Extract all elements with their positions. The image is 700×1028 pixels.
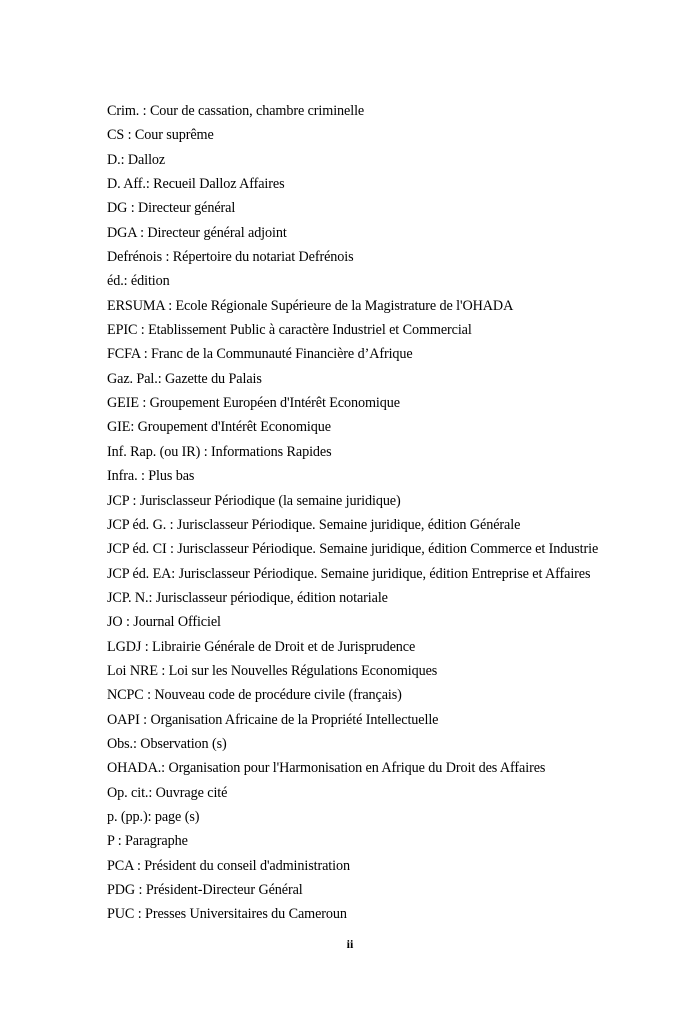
list-item: p. (pp.): page (s)	[107, 808, 200, 825]
list-item: Op. cit.: Ouvrage cité	[107, 784, 228, 801]
list-item: Gaz. Pal.: Gazette du Palais	[107, 370, 262, 387]
list-item: DGA : Directeur général adjoint	[107, 224, 287, 241]
abbreviation-list	[107, 99, 667, 927]
list-item: LGDJ : Librairie Générale de Droit et de Jurisprudence	[107, 638, 416, 655]
list-item: EPIC : Etablissement Public à caractère Industriel et Commercial	[107, 322, 472, 339]
list-item: JO : Journal Officiel	[107, 614, 221, 631]
list-item: PDG : Président-Directeur Général	[107, 882, 303, 898]
list-item: DG : Directeur général	[107, 200, 236, 217]
list-item: FCFA : Franc de la Communauté Financière d’Afrique	[107, 346, 413, 363]
list-item: CS : Cour suprême	[107, 127, 214, 144]
list-item: Crim. : Cour de cassation, chambre criminelle	[107, 103, 365, 119]
list-item: D.: Dalloz	[107, 151, 166, 168]
list-item: GIE: Groupement d'Intérêt Economique	[107, 419, 331, 436]
page-number: ii	[346, 937, 354, 951]
list-item: PCA : Président du conseil d'administration	[107, 857, 350, 874]
list-item: D. Aff.: Recueil Dalloz Affaires	[107, 176, 285, 193]
list-item: éd.: édition	[107, 273, 170, 290]
list-item: GEIE : Groupement Européen d'Intérêt Economique	[107, 395, 400, 412]
list-item: JCP éd. CI : Jurisclasseur Périodique. Semaine juridique, édition Commerce et Industrie	[107, 541, 599, 558]
list-item: JCP : Jurisclasseur Périodique (la semaine juridique)	[107, 492, 401, 509]
list-item: Loi NRE : Loi sur les Nouvelles Régulations Economiques	[107, 662, 438, 679]
list-item: ERSUMA : Ecole Régionale Supérieure de la Magistrature de l'OHADA	[107, 297, 514, 314]
list-item: JCP. N.: Jurisclasseur périodique, édition notariale	[107, 589, 388, 606]
list-item: P : Paragraphe	[107, 833, 188, 850]
list-item: Defrénois : Répertoire du notariat Defrénois	[107, 249, 354, 266]
list-item: NCPC : Nouveau code de procédure civile (français)	[107, 687, 402, 704]
list-item: Inf. Rap. (ou IR) : Informations Rapides	[107, 443, 332, 460]
list-item: JCP éd. G. : Jurisclasseur Périodique. Semaine juridique, édition Générale	[107, 516, 521, 533]
list-item: PUC : Presses Universitaires du Cameroun	[107, 906, 347, 923]
list-item: Obs.: Observation (s)	[107, 735, 227, 752]
list-item: OHADA.: Organisation pour l'Harmonisation en Afrique du Droit des Affaires	[107, 760, 546, 777]
list-item: Infra. : Plus bas	[107, 468, 195, 485]
list-item: JCP éd. EA: Jurisclasseur Périodique. Semaine juridique, édition Entreprise et Affaires	[107, 565, 591, 582]
list-item: OAPI : Organisation Africaine de la Propriété Intellectuelle	[107, 711, 439, 728]
